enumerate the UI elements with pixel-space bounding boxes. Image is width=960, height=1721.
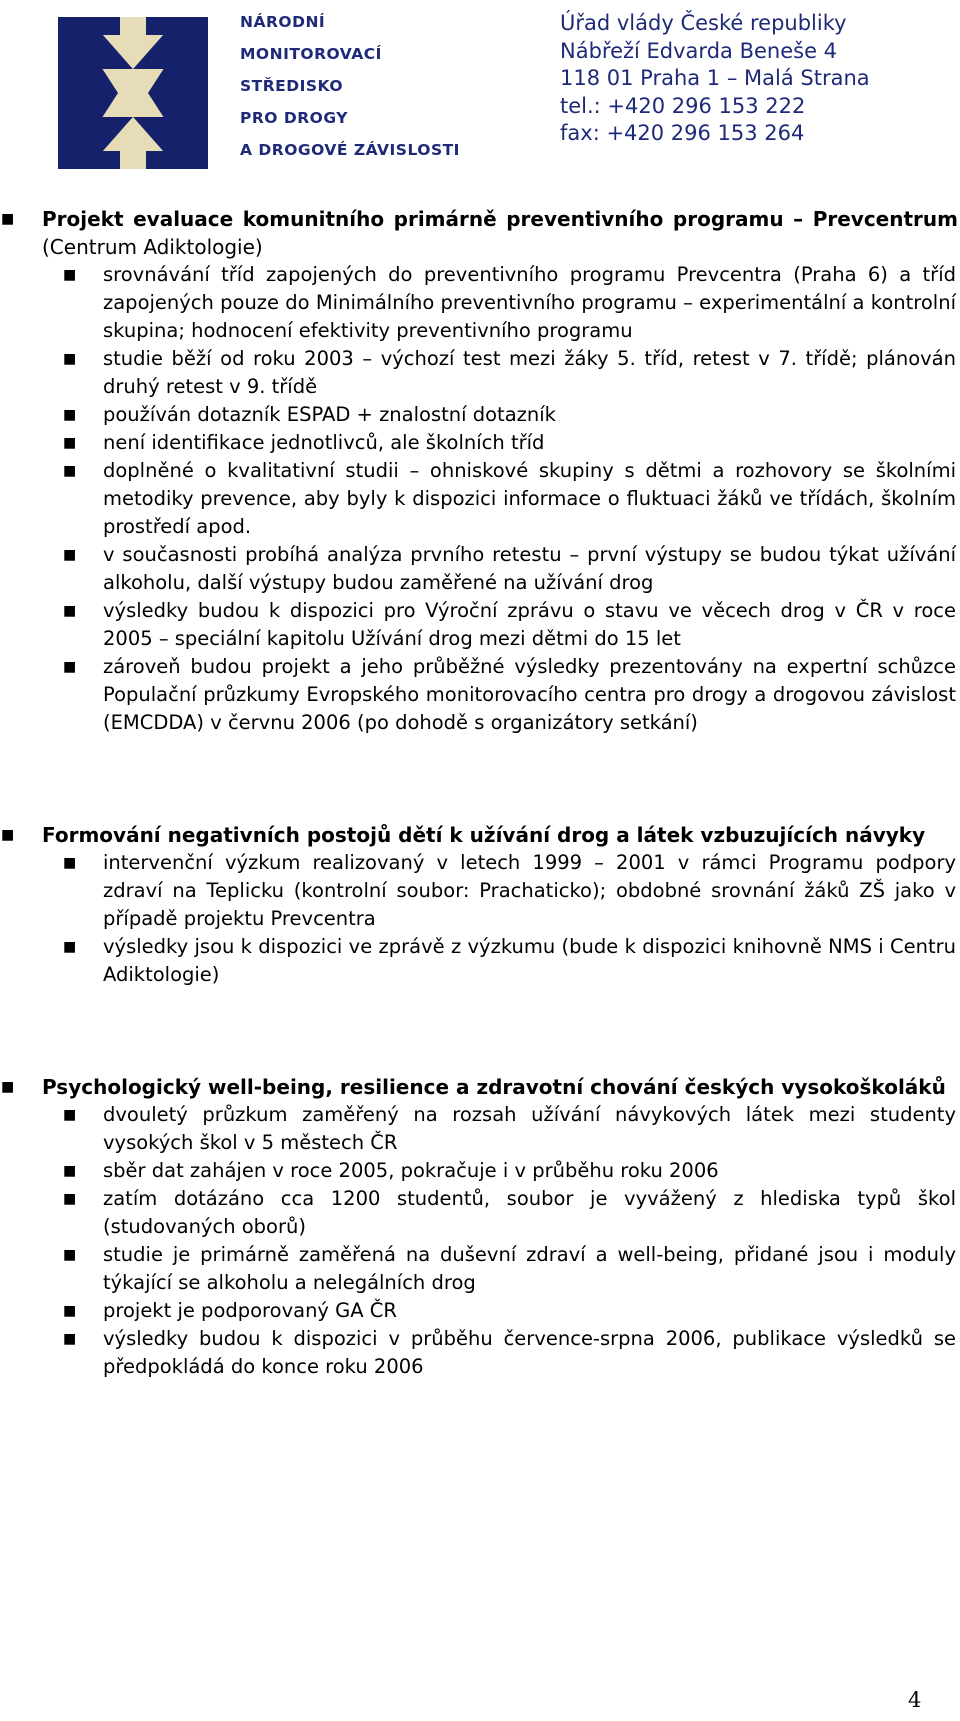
section-title <box>1 821 958 849</box>
square-bullet-icon: ■ <box>63 463 77 479</box>
section-students-wellbeing <box>0 1073 960 1381</box>
square-bullet-icon: ■ <box>63 1303 77 1319</box>
list-item <box>63 1297 956 1325</box>
list-item <box>63 1157 956 1185</box>
org-line: NÁRODNÍ <box>240 13 326 31</box>
section-prevcentrum <box>0 205 960 737</box>
list-item-text: výsledky jsou k dispozici ve zprávě z výzkumu (bude k dispozici knihovně NMS i Centru Adiktologie) <box>103 935 956 986</box>
list-item <box>63 429 956 457</box>
address-line: Úřad vlády České republiky <box>560 11 847 35</box>
section-title-bold: Projekt evaluace komunitního primárně preventivního programu – Prevcentrum <box>42 207 958 231</box>
org-line: PRO DROGY <box>240 109 348 127</box>
section-title-bold: Formování negativních postojů dětí k užívání drog a látek vzbuzujících návyky <box>42 823 926 847</box>
square-bullet-icon: ■ <box>1 211 15 227</box>
list-item-text: intervenční výzkum realizovaný v letech 1999 – 2001 v rámci Programu podpory zdraví na Teplicku (kontrolní soubor: Prachaticko); obdobné srovnání žáků ZŠ jako v případě projektu Prevcentra <box>103 851 956 930</box>
list-item-text: srovnávání tříd zapojených do preventivního programu Prevcentra (Praha 6) a tříd zapojených pouze do Minimálního preventivního programu – experimentální a kontrolní skupina; hodnocení efektivity preventivního programu <box>103 263 956 342</box>
list-item-text: v současnosti probíhá analýza prvního retestu – první výstupy se budou týkat užívání alkoholu, další výstupy budou zaměřené na užívání drog <box>103 543 956 594</box>
list-item <box>63 849 956 933</box>
square-bullet-icon: ■ <box>63 351 77 367</box>
org-line: MONITOROVACÍ <box>240 45 382 63</box>
list-item-text: studie běží od roku 2003 – výchozí test mezi žáky 5. tříd, retest v 7. třídě; plánován druhý retest v 9. třídě <box>103 347 956 398</box>
list-item <box>63 1325 956 1381</box>
square-bullet-icon: ■ <box>1 1079 15 1095</box>
address-line: tel.: +420 296 153 222 <box>560 93 806 118</box>
list-item-text: dvouletý průzkum zaměřený na rozsah užívání návykových látek mezi studenty vysokých škol v 5 městech ČR <box>103 1103 956 1154</box>
square-bullet-icon: ■ <box>63 855 77 871</box>
list-item-text: zatím dotázáno cca 1200 studentů, soubor je vyvážený z hlediska typů škol (studovaných oborů) <box>103 1187 956 1238</box>
list-item-text: sběr dat zahájen v roce 2005, pokračuje i v průběhu roku 2006 <box>103 1159 719 1182</box>
list-item <box>63 933 956 989</box>
section-title <box>1 1073 958 1101</box>
square-bullet-icon: ■ <box>63 407 77 423</box>
list-item-text: studie je primárně zaměřená na duševní zdraví a well-being, přidané jsou i moduly týkající se alkoholu a nelegálních drog <box>103 1243 956 1294</box>
list-item <box>63 401 956 429</box>
list-item <box>63 261 956 345</box>
page-number: 4 <box>908 1688 922 1712</box>
list-item-text: projekt je podporovaný GA ČR <box>103 1299 397 1322</box>
list-item <box>63 1241 956 1297</box>
address-line: fax: +420 296 153 264 <box>560 121 805 145</box>
section-list <box>63 849 956 989</box>
document-body <box>0 205 960 1381</box>
address-block <box>560 10 950 148</box>
list-item <box>63 541 956 597</box>
list-item <box>63 653 956 737</box>
section-list <box>63 261 956 737</box>
square-bullet-icon: ■ <box>63 1331 77 1347</box>
square-bullet-icon: ■ <box>63 1107 77 1123</box>
section-title <box>1 205 958 261</box>
org-line: STŘEDISKO <box>240 77 344 95</box>
org-name <box>240 13 500 173</box>
square-bullet-icon: ■ <box>63 659 77 675</box>
list-item-text: používán dotazník ESPAD + znalostní dotazník <box>103 403 556 426</box>
section-negative-attitudes <box>0 821 960 989</box>
list-item-text: výsledky budou k dispozici pro Výroční zprávu o stavu ve věcech drog v ČR v roce 2005 – speciální kapitolu Užívání drog mezi dětmi do 15 let <box>103 599 956 650</box>
address-line: 118 01 Praha 1 – Malá Strana <box>560 66 870 90</box>
square-bullet-icon: ■ <box>63 939 77 955</box>
section-list <box>63 1101 956 1381</box>
square-bullet-icon: ■ <box>63 1247 77 1263</box>
list-item-text: výsledky budou k dispozici v průběhu července-srpna 2006, publikace výsledků se předpokládá do konce roku 2006 <box>103 1327 956 1378</box>
list-item <box>63 597 956 653</box>
square-bullet-icon: ■ <box>63 1191 77 1207</box>
square-bullet-icon: ■ <box>63 435 77 451</box>
section-title-normal: (Centrum Adiktologie) <box>42 235 263 259</box>
list-item-text: není identifikace jednotlivců, ale školních tříd <box>103 431 545 454</box>
nms-logo <box>58 17 208 169</box>
list-item <box>63 345 956 401</box>
section-title-bold: Psychologický well-being, resilience a zdravotní chování českých vysokoškoláků <box>42 1075 946 1099</box>
address-line: Nábřeží Edvarda Beneše 4 <box>560 38 838 63</box>
org-line: A DROGOVÉ ZÁVISLOSTI <box>240 141 460 159</box>
list-item <box>63 457 956 541</box>
square-bullet-icon: ■ <box>63 603 77 619</box>
list-item-text: zároveň budou projekt a jeho průběžné výsledky prezentovány na expertní schůzce Populační průzkumy Evropského monitorovacího centra pro drogy a drogovou závislost (EMCDDA) v červnu 2006 (po dohodě s organizátory setkání) <box>103 655 956 734</box>
list-item-text: doplněné o kvalitativní studii – ohniskové skupiny s dětmi a rozhovory se školními metodiky prevence, aby byly k dispozici informace o fluktuaci žáků ve třídách, školním prostředí apod. <box>103 459 956 538</box>
square-bullet-icon: ■ <box>63 267 77 283</box>
square-bullet-icon: ■ <box>63 1163 77 1179</box>
list-item <box>63 1185 956 1241</box>
square-bullet-icon: ■ <box>63 547 77 563</box>
square-bullet-icon: ■ <box>1 827 15 843</box>
list-item <box>63 1101 956 1157</box>
